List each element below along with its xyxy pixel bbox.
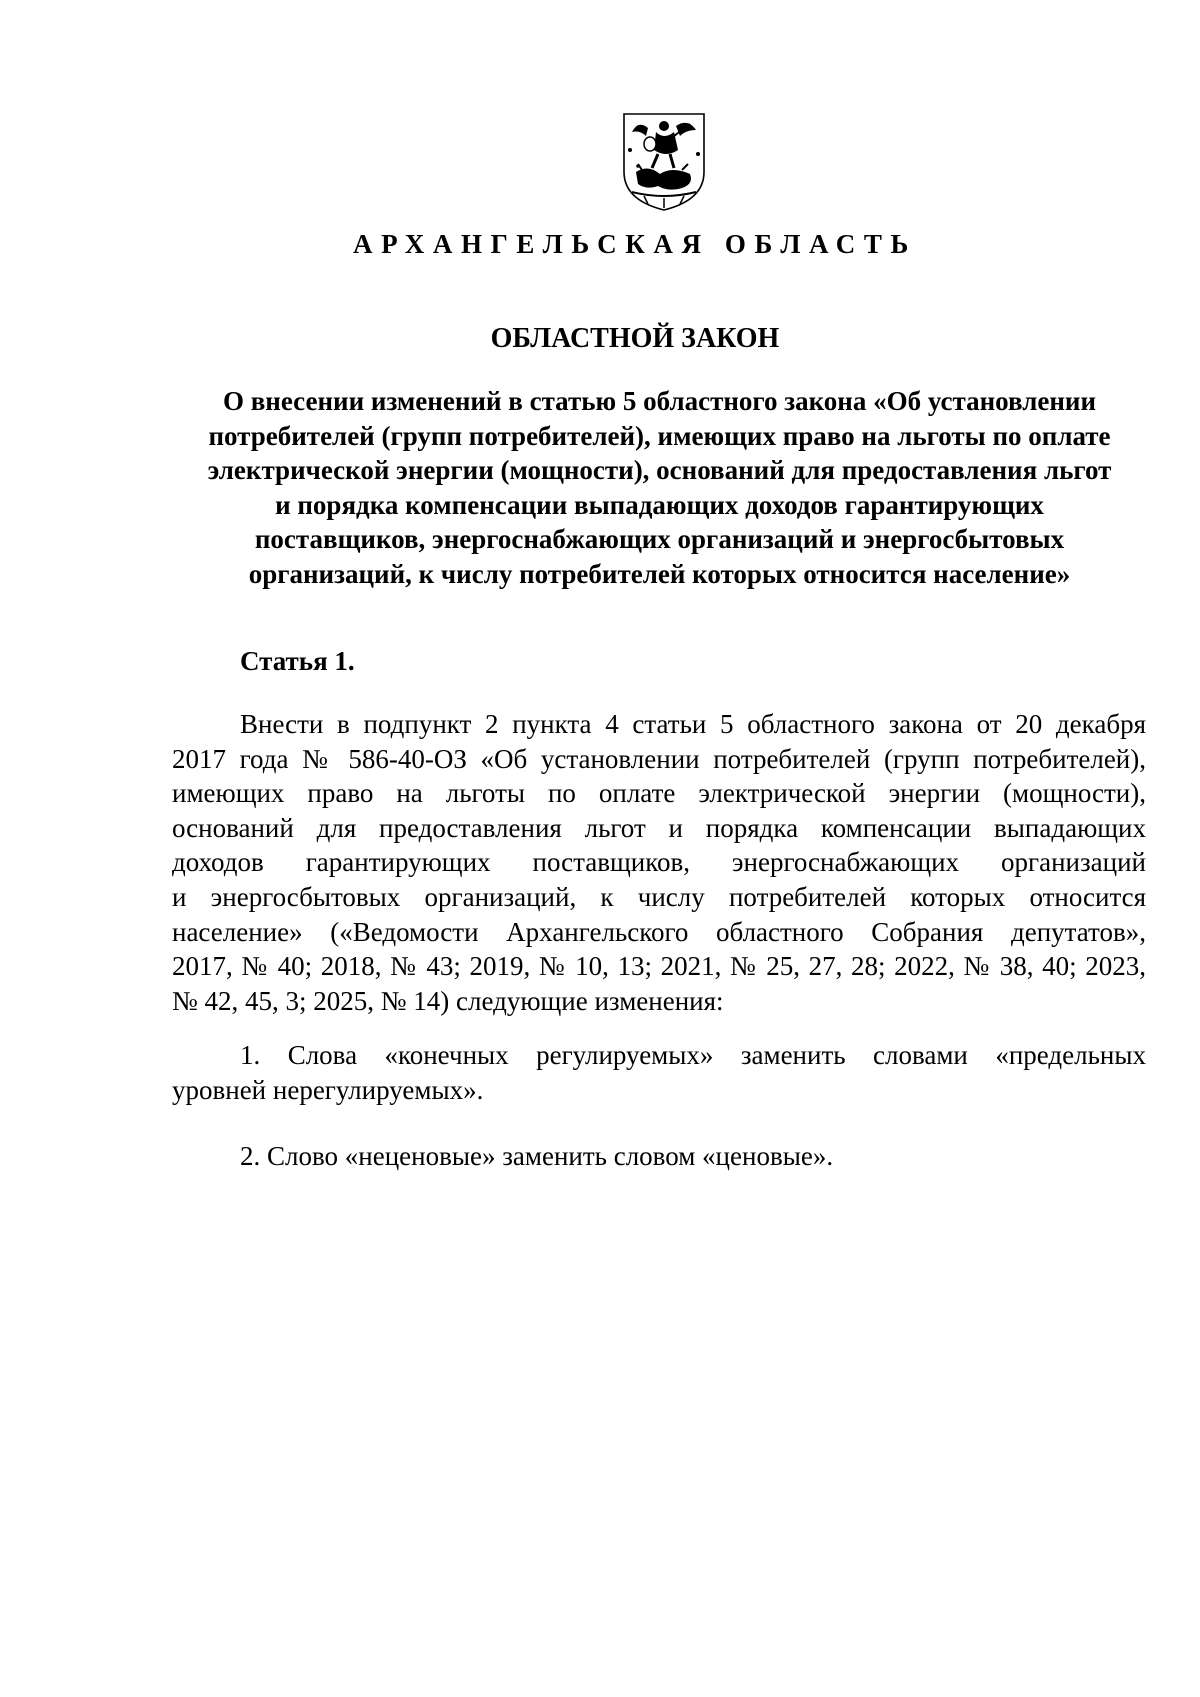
- law-title-line: электрической энергии (мощности), оснований для предоставления льгот: [207, 455, 1112, 485]
- paragraph-line: и энергосбытовых организаций, к числу потребителей которых относится: [172, 881, 1146, 912]
- paragraph-line: 2. Слово «неценовые» заменить словом «ценовые».: [240, 1141, 834, 1171]
- law-title-line: поставщиков, энергоснабжающих организаций и энергосбытовых: [254, 524, 1065, 554]
- paragraph-line: доходов гарантирующих поставщиков, энергоснабжающих организаций: [172, 847, 1146, 878]
- amendment-item-2: [172, 1139, 1146, 1174]
- paragraph-line: № 42, 45, 3; 2025, № 14) следующие изменения:: [172, 985, 724, 1016]
- law-type-heading: ОБЛАСТНОЙ ЗАКОН: [490, 323, 780, 354]
- law-title-line: потребителей (групп потребителей), имеющих право на льготы по оплате: [208, 420, 1111, 451]
- region-name: АРХАНГЕЛЬСКАЯ ОБЛАСТЬ: [353, 229, 917, 259]
- paragraph-line: 2017 года № 586-40-ОЗ «Об установлении потребителей (групп потребителей),: [172, 743, 1146, 774]
- paragraph-line: 2017, № 40; 2018, № 43; 2019, № 10, 13; 2021, № 25, 27, 28; 2022, № 38, 40; 2023,: [172, 951, 1146, 982]
- paragraph-line: имеющих право на льготы по оплате электрической энергии (мощности),: [172, 778, 1146, 809]
- paragraph-line: уровней нерегулируемых».: [172, 1074, 484, 1105]
- paragraph-line: оснований для предоставления льгот и порядка компенсации выпадающих: [172, 812, 1146, 843]
- paragraph-line: население» («Ведомости Архангельского областного Собрания депутатов»,: [172, 916, 1146, 947]
- amendment-item-1: [172, 1038, 1146, 1107]
- law-title-line: и порядка компенсации выпадающих доходов гарантирующих: [275, 489, 1044, 520]
- law-title: [172, 384, 1147, 591]
- article-paragraph: [172, 707, 1146, 1018]
- paragraph-line: Внести в подпункт 2 пункта 4 статьи 5 областного закона от 20 декабря: [240, 709, 1146, 739]
- article-heading: Статья 1.: [240, 646, 355, 676]
- coat-of-arms-icon: [618, 110, 710, 214]
- law-title-line: О внесении изменений в статью 5 областного закона «Об установлении: [222, 386, 1097, 416]
- paragraph-line: 1. Слова «конечных регулируемых» заменить словами «предельных: [240, 1040, 1146, 1070]
- law-title-line: организаций, к числу потребителей которых относится население»: [248, 558, 1071, 589]
